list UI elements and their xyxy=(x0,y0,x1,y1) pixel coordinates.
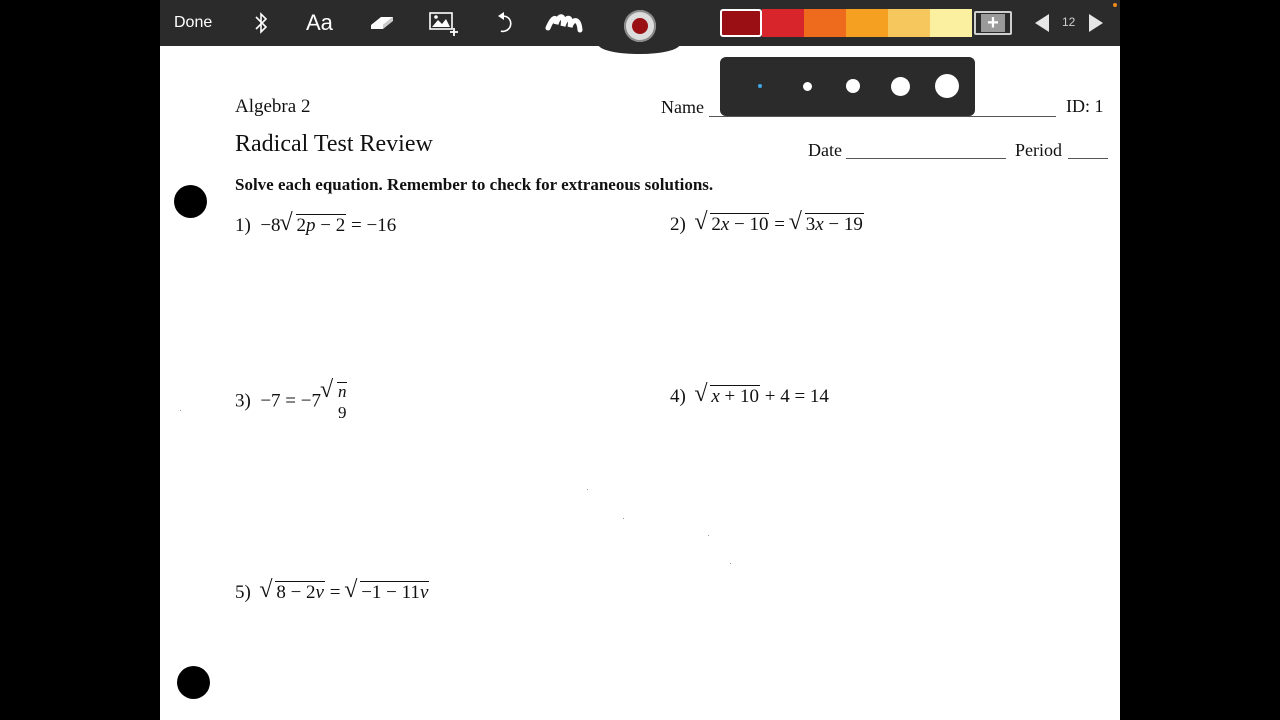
period-label: Period xyxy=(1015,140,1062,160)
pen-size-3[interactable] xyxy=(846,79,860,93)
add-color-button[interactable] xyxy=(974,11,1012,35)
pen-size-4[interactable] xyxy=(891,77,910,96)
prev-page-icon[interactable] xyxy=(1032,0,1052,46)
punch-hole xyxy=(174,185,207,218)
clear-scribble-icon[interactable] xyxy=(544,0,584,46)
problem-2: 2) √ 2x − 10 = √ 3x − 19 xyxy=(670,214,864,236)
notification-dot xyxy=(1113,3,1117,7)
done-button[interactable]: Done xyxy=(174,14,213,31)
pen-size-2[interactable] xyxy=(803,82,812,91)
plus-icon: + xyxy=(981,14,1005,32)
problem-5: 5) √ 8 − 2v = √ −1 − 11v xyxy=(235,582,429,604)
bluetooth-icon[interactable] xyxy=(250,0,272,46)
punch-hole xyxy=(177,666,210,699)
problem-4: 4) √ x + 10 + 4 = 14 xyxy=(670,386,829,408)
date-label: Date xyxy=(808,140,842,160)
color-swatch-dark-red[interactable] xyxy=(720,9,762,37)
problem-3: 3) −7 = −7 √ n 9 xyxy=(235,382,347,421)
pen-size-1[interactable] xyxy=(758,84,762,88)
id-label: ID: 1 xyxy=(1066,96,1104,116)
color-swatch-amber[interactable] xyxy=(846,9,888,37)
insert-image-icon[interactable] xyxy=(427,0,461,46)
name-line[interactable] xyxy=(709,116,1056,117)
pen-size-popover xyxy=(720,57,975,116)
pen-size-5[interactable] xyxy=(935,74,959,98)
problem-1: 1) −8√ 2p − 2 = −16 xyxy=(235,215,396,237)
page-number: 12 xyxy=(1062,15,1076,29)
course-label: Algebra 2 xyxy=(235,96,311,117)
color-swatch-gold[interactable] xyxy=(888,9,930,37)
date-line[interactable] xyxy=(846,158,1006,159)
color-palette xyxy=(720,9,1012,37)
eraser-icon[interactable] xyxy=(368,0,396,46)
undo-icon[interactable] xyxy=(494,0,516,46)
next-page-icon[interactable] xyxy=(1086,0,1106,46)
color-swatch-red[interactable] xyxy=(762,9,804,37)
text-tool-button[interactable]: Aa xyxy=(306,10,333,35)
annotation-toolbar xyxy=(160,0,1120,46)
name-label: Name xyxy=(661,97,704,117)
annotation-canvas[interactable] xyxy=(160,0,1120,720)
instructions: Solve each equation. Remember to check for extraneous solutions. xyxy=(235,175,714,194)
record-icon[interactable] xyxy=(624,10,656,42)
worksheet-title: Radical Test Review xyxy=(235,131,433,157)
period-line[interactable] xyxy=(1068,158,1108,159)
color-swatch-orange[interactable] xyxy=(804,9,846,37)
color-swatch-pale-yellow[interactable] xyxy=(930,9,972,37)
